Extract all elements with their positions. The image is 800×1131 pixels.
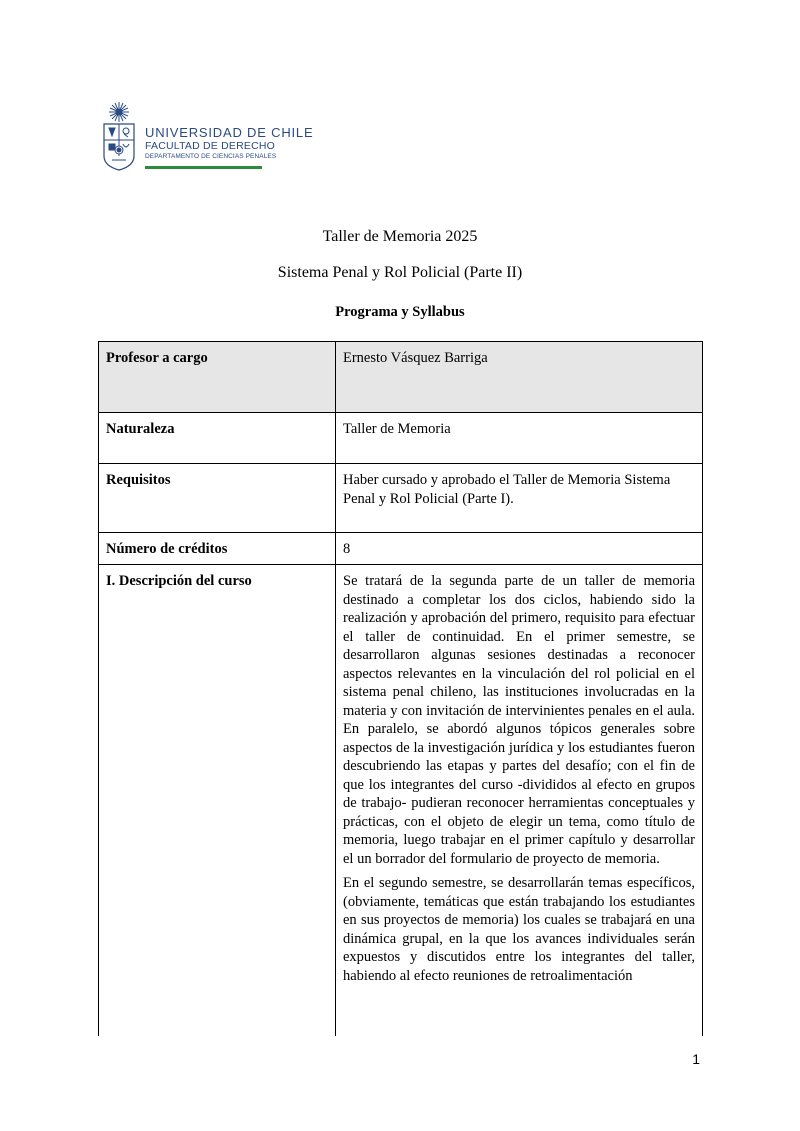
table-row xyxy=(99,464,703,533)
row-label: I. Descripción del curso xyxy=(99,565,336,1037)
table-row xyxy=(99,565,703,1037)
university-crest-icon xyxy=(100,100,138,172)
description-paragraph: En el segundo semestre, se desarrollarán temas específicos, (obviamente, temáticas que están trabajando los estudiantes en sus proyectos de memoria) los cuales se trabajará en una dinámica grupal, en la que los avances individuales serán expuestos y discutidos entre los integrantes del taller, habiendo al efecto reuniones de retroalimentación xyxy=(343,875,695,984)
course-title: Taller de Memoria 2025 xyxy=(322,228,478,245)
course-description xyxy=(336,565,703,1037)
university-logo xyxy=(100,100,314,174)
table-row xyxy=(99,413,703,464)
row-value: Taller de Memoria xyxy=(336,413,703,464)
row-label: Profesor a cargo xyxy=(99,342,336,413)
logo-divider xyxy=(145,166,262,169)
table-row xyxy=(99,342,703,413)
row-value: Ernesto Vásquez Barriga xyxy=(336,342,703,413)
row-label: Naturaleza xyxy=(99,413,336,464)
program-heading: Programa y Syllabus xyxy=(335,304,465,320)
syllabus-table xyxy=(98,341,703,1036)
course-subtitle: Sistema Penal y Rol Policial (Parte II) xyxy=(277,264,523,281)
logo-university: UNIVERSIDAD DE CHILE xyxy=(145,125,314,140)
row-label: Número de créditos xyxy=(99,533,336,565)
row-value: 8 xyxy=(336,533,703,565)
page-number: 1 xyxy=(692,1051,700,1067)
logo-department: DEPARTAMENTO DE CIENCIAS PENALES xyxy=(145,153,277,160)
row-label: Requisitos xyxy=(99,464,336,533)
logo-text xyxy=(145,126,313,161)
row-value: Haber cursado y aprobado el Taller de Memoria Sistema Penal y Rol Policial (Parte I). xyxy=(336,464,703,533)
table-row xyxy=(99,533,703,565)
description-paragraph: Se tratará de la segunda parte de un taller de memoria destinado a completar los dos ciclos, habiendo sido la realización y aprobación del primero, requisito para efectuar el taller de continuidad. En el primer semestre, se desarrollaron algunas sesiones destinadas a reconocer aspectos relevantes en la vinculación del rol policial en el sistema penal chileno, las instituciones involucradas en la materia y con invitación de intervinientes penales en el aula. En paralelo, se abordó algunos tópicos generales sobre aspectos de la investigación jurídica y los estudiantes fueron descubriendo las etapas y partes del desafío; con el fin de que los integrantes del curso -divididos al efecto en grupos de trabajo- pudieran reconocer herramientas conceptuales y prácticas, con el objeto de elegir un tema, como título de memoria, luego trabajar en el primer capítulo y desarrollar el un borrador del formulario de proyecto de memoria. xyxy=(343,573,695,867)
logo-faculty: FACULTAD DE DERECHO xyxy=(145,140,276,152)
